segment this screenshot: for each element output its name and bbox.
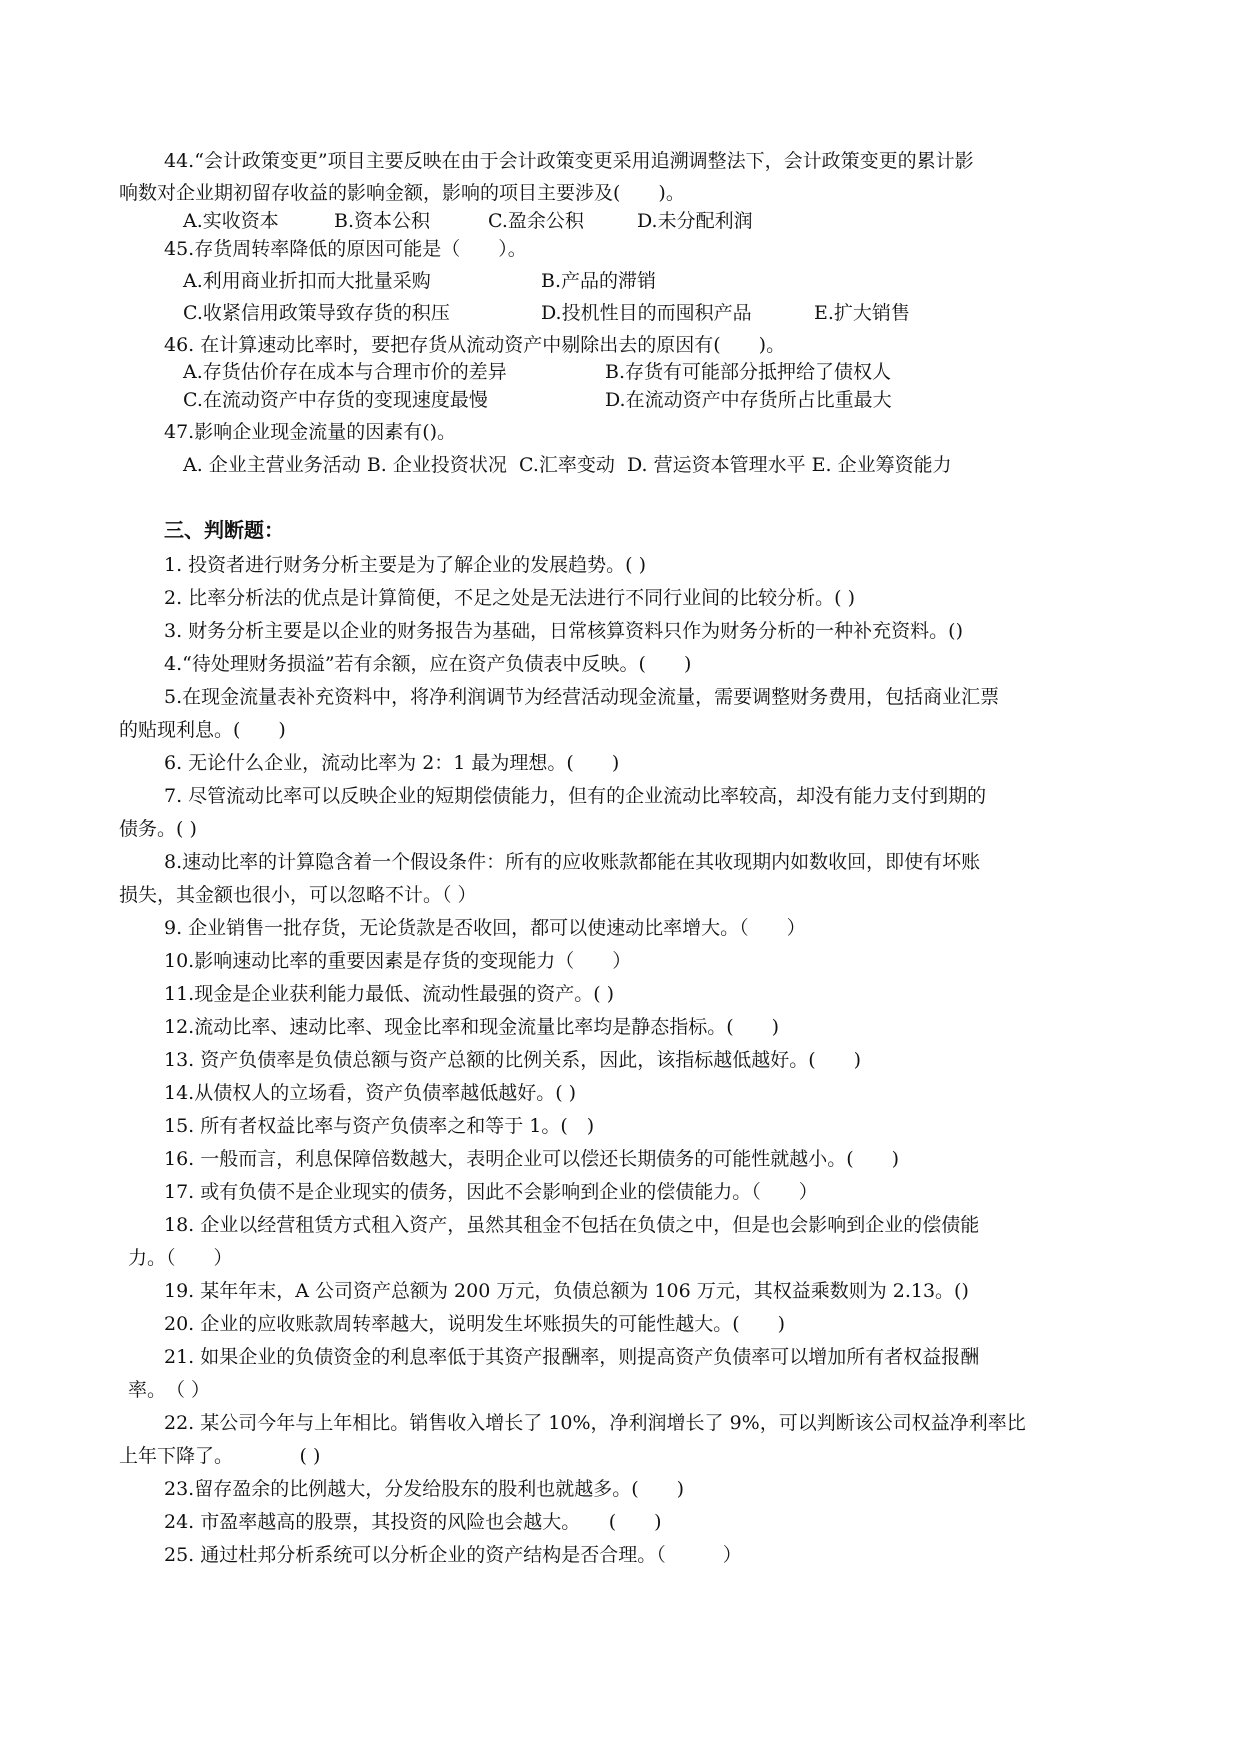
q44-line-1: 44.“会计政策变更”项目主要反映在由于会计政策变更采用追溯调整法下，会计政策变更的累计影 (164, 150, 974, 172)
tf-item-15: 15. 所有者权益比率与资产负债率之和等于 1。( ) (164, 1115, 595, 1137)
q46-option-c: C.在流动资产中存货的变现速度最慢 (183, 389, 488, 411)
q45-option-d: D.投机性目的而囤积产品 (541, 302, 752, 324)
tf-item-20: 20. 企业的应收账款周转率越大，说明发生坏账损失的可能性越大。( ) (164, 1313, 786, 1335)
tf-item-8-line-2: 损失，其金额也很小，可以忽略不计。（ ） (119, 884, 477, 906)
q45-option-c: C.收紧信用政策导致存货的积压 (183, 302, 450, 324)
tf-item-13: 13. 资产负债率是负债总额与资产总额的比例关系，因此，该指标越低越好。( ) (164, 1049, 862, 1071)
tf-item-5-line-1: 5.在现金流量表补充资料中，将净利润调节为经营活动现金流量，需要调整财务费用，包括商业汇票 (164, 686, 1000, 708)
q44-option-b: B.资本公积 (334, 210, 431, 232)
tf-item-2: 2. 比率分析法的优点是计算简便，不足之处是无法进行不同行业间的比较分析。( ) (164, 587, 856, 609)
q46-option-d: D.在流动资产中存货所占比重最大 (605, 389, 892, 411)
tf-item-3: 3. 财务分析主要是以企业的财务报告为基础，日常核算资料只作为财务分析的一种补充资料。() (164, 620, 963, 642)
tf-item-7-line-2: 债务。( ) (119, 818, 197, 840)
tf-item-25: 25. 通过杜邦分析系统可以分析企业的资产结构是否合理。（ ） (164, 1544, 742, 1566)
tf-item-19: 19. 某年年末，A 公司资产总额为 200 万元，负债总额为 106 万元，其权益乘数则为 2.13。() (164, 1280, 969, 1302)
tf-item-23: 23.留存盈余的比例越大，分发给股东的股利也就越多。( ) (164, 1478, 685, 1500)
q47-stem: 47.影响企业现金流量的因素有()。 (164, 421, 457, 443)
tf-item-18-line-2: 力。（ ） (128, 1247, 233, 1269)
q44-option-c: C.盈余公积 (488, 210, 584, 232)
q45-stem: 45.存货周转率降低的原因可能是（ ）。 (164, 238, 527, 260)
tf-item-4: 4.“待处理财务损溢”若有余额，应在资产负债表中反映。( ) (164, 653, 692, 675)
q46-option-a: A.存货估价存在成本与合理市价的差异 (183, 361, 507, 383)
tf-item-5-line-2: 的贴现利息。( ) (119, 719, 286, 741)
tf-item-18-line-1: 18. 企业以经营租赁方式租入资产，虽然其租金不包括在负债之中，但是也会影响到企业的偿债能 (164, 1214, 980, 1236)
tf-item-12: 12.流动比率、速动比率、现金比率和现金流量比率均是静态指标。( ) (164, 1016, 780, 1038)
q45-option-b: B.产品的滞销 (541, 270, 657, 292)
tf-item-22-line-1: 22. 某公司今年与上年相比。销售收入增长了 10%，净利润增长了 9%，可以判断该公司权益净利率比 (164, 1412, 1026, 1434)
tf-item-22-line-2: 上年下降了。 ( ) (119, 1445, 321, 1467)
q44-option-d: D.未分配利润 (637, 210, 753, 232)
tf-item-6: 6. 无论什么企业，流动比率为 2：1 最为理想。( ) (164, 752, 620, 774)
tf-item-1: 1. 投资者进行财务分析主要是为了解企业的发展趋势。( ) (164, 554, 647, 576)
tf-item-9: 9. 企业销售一批存货，无论货款是否收回，都可以使速动比率增大。（ ） (164, 917, 806, 939)
tf-item-14: 14.从债权人的立场看，资产负债率越低越好。( ) (164, 1082, 577, 1104)
tf-item-11: 11.现金是企业获利能力最低、流动性最强的资产。( ) (164, 983, 615, 1005)
q47-options: A. 企业主营业务活动 B. 企业投资状况 C.汇率变动 D. 营运资本管理水平 E. 企业筹资能力 (183, 454, 952, 476)
tf-item-24: 24. 市盈率越高的股票，其投资的风险也会越大。 ( ) (164, 1511, 662, 1533)
tf-item-21-line-1: 21. 如果企业的负债资金的利息率低于其资产报酬率，则提高资产负债率可以增加所有者权益报酬 (164, 1346, 980, 1368)
tf-item-8-line-1: 8.速动比率的计算隐含着一个假设条件：所有的应收账款都能在其收现期内如数收回，即使有坏账 (164, 851, 981, 873)
q45-option-e: E.扩大销售 (814, 302, 910, 324)
tf-item-10: 10.影响速动比率的重要因素是存货的变现能力（ ） (164, 950, 632, 972)
q46-option-b: B.存货有可能部分抵押给了债权人 (605, 361, 892, 383)
q44-option-a: A.实收资本 (183, 210, 279, 232)
section-heading: 三、判断题： (164, 518, 284, 542)
q46-stem: 46. 在计算速动比率时，要把存货从流动资产中剔除出去的原因有( )。 (164, 334, 786, 356)
tf-item-7-line-1: 7. 尽管流动比率可以反映企业的短期偿债能力，但有的企业流动比率较高，却没有能力支付到期的 (164, 785, 987, 807)
tf-item-21-line-2: 率。 （ ） (128, 1379, 211, 1401)
q44-line-2: 响数对企业期初留存收益的影响金额，影响的项目主要涉及( )。 (119, 182, 685, 204)
tf-item-17: 17. 或有负债不是企业现实的债务，因此不会影响到企业的偿债能力。（ ） (164, 1181, 818, 1203)
tf-item-16: 16. 一般而言，利息保障倍数越大，表明企业可以偿还长期债务的可能性就越小。( ) (164, 1148, 900, 1170)
q45-option-a: A.利用商业折扣而大批量采购 (183, 270, 431, 292)
